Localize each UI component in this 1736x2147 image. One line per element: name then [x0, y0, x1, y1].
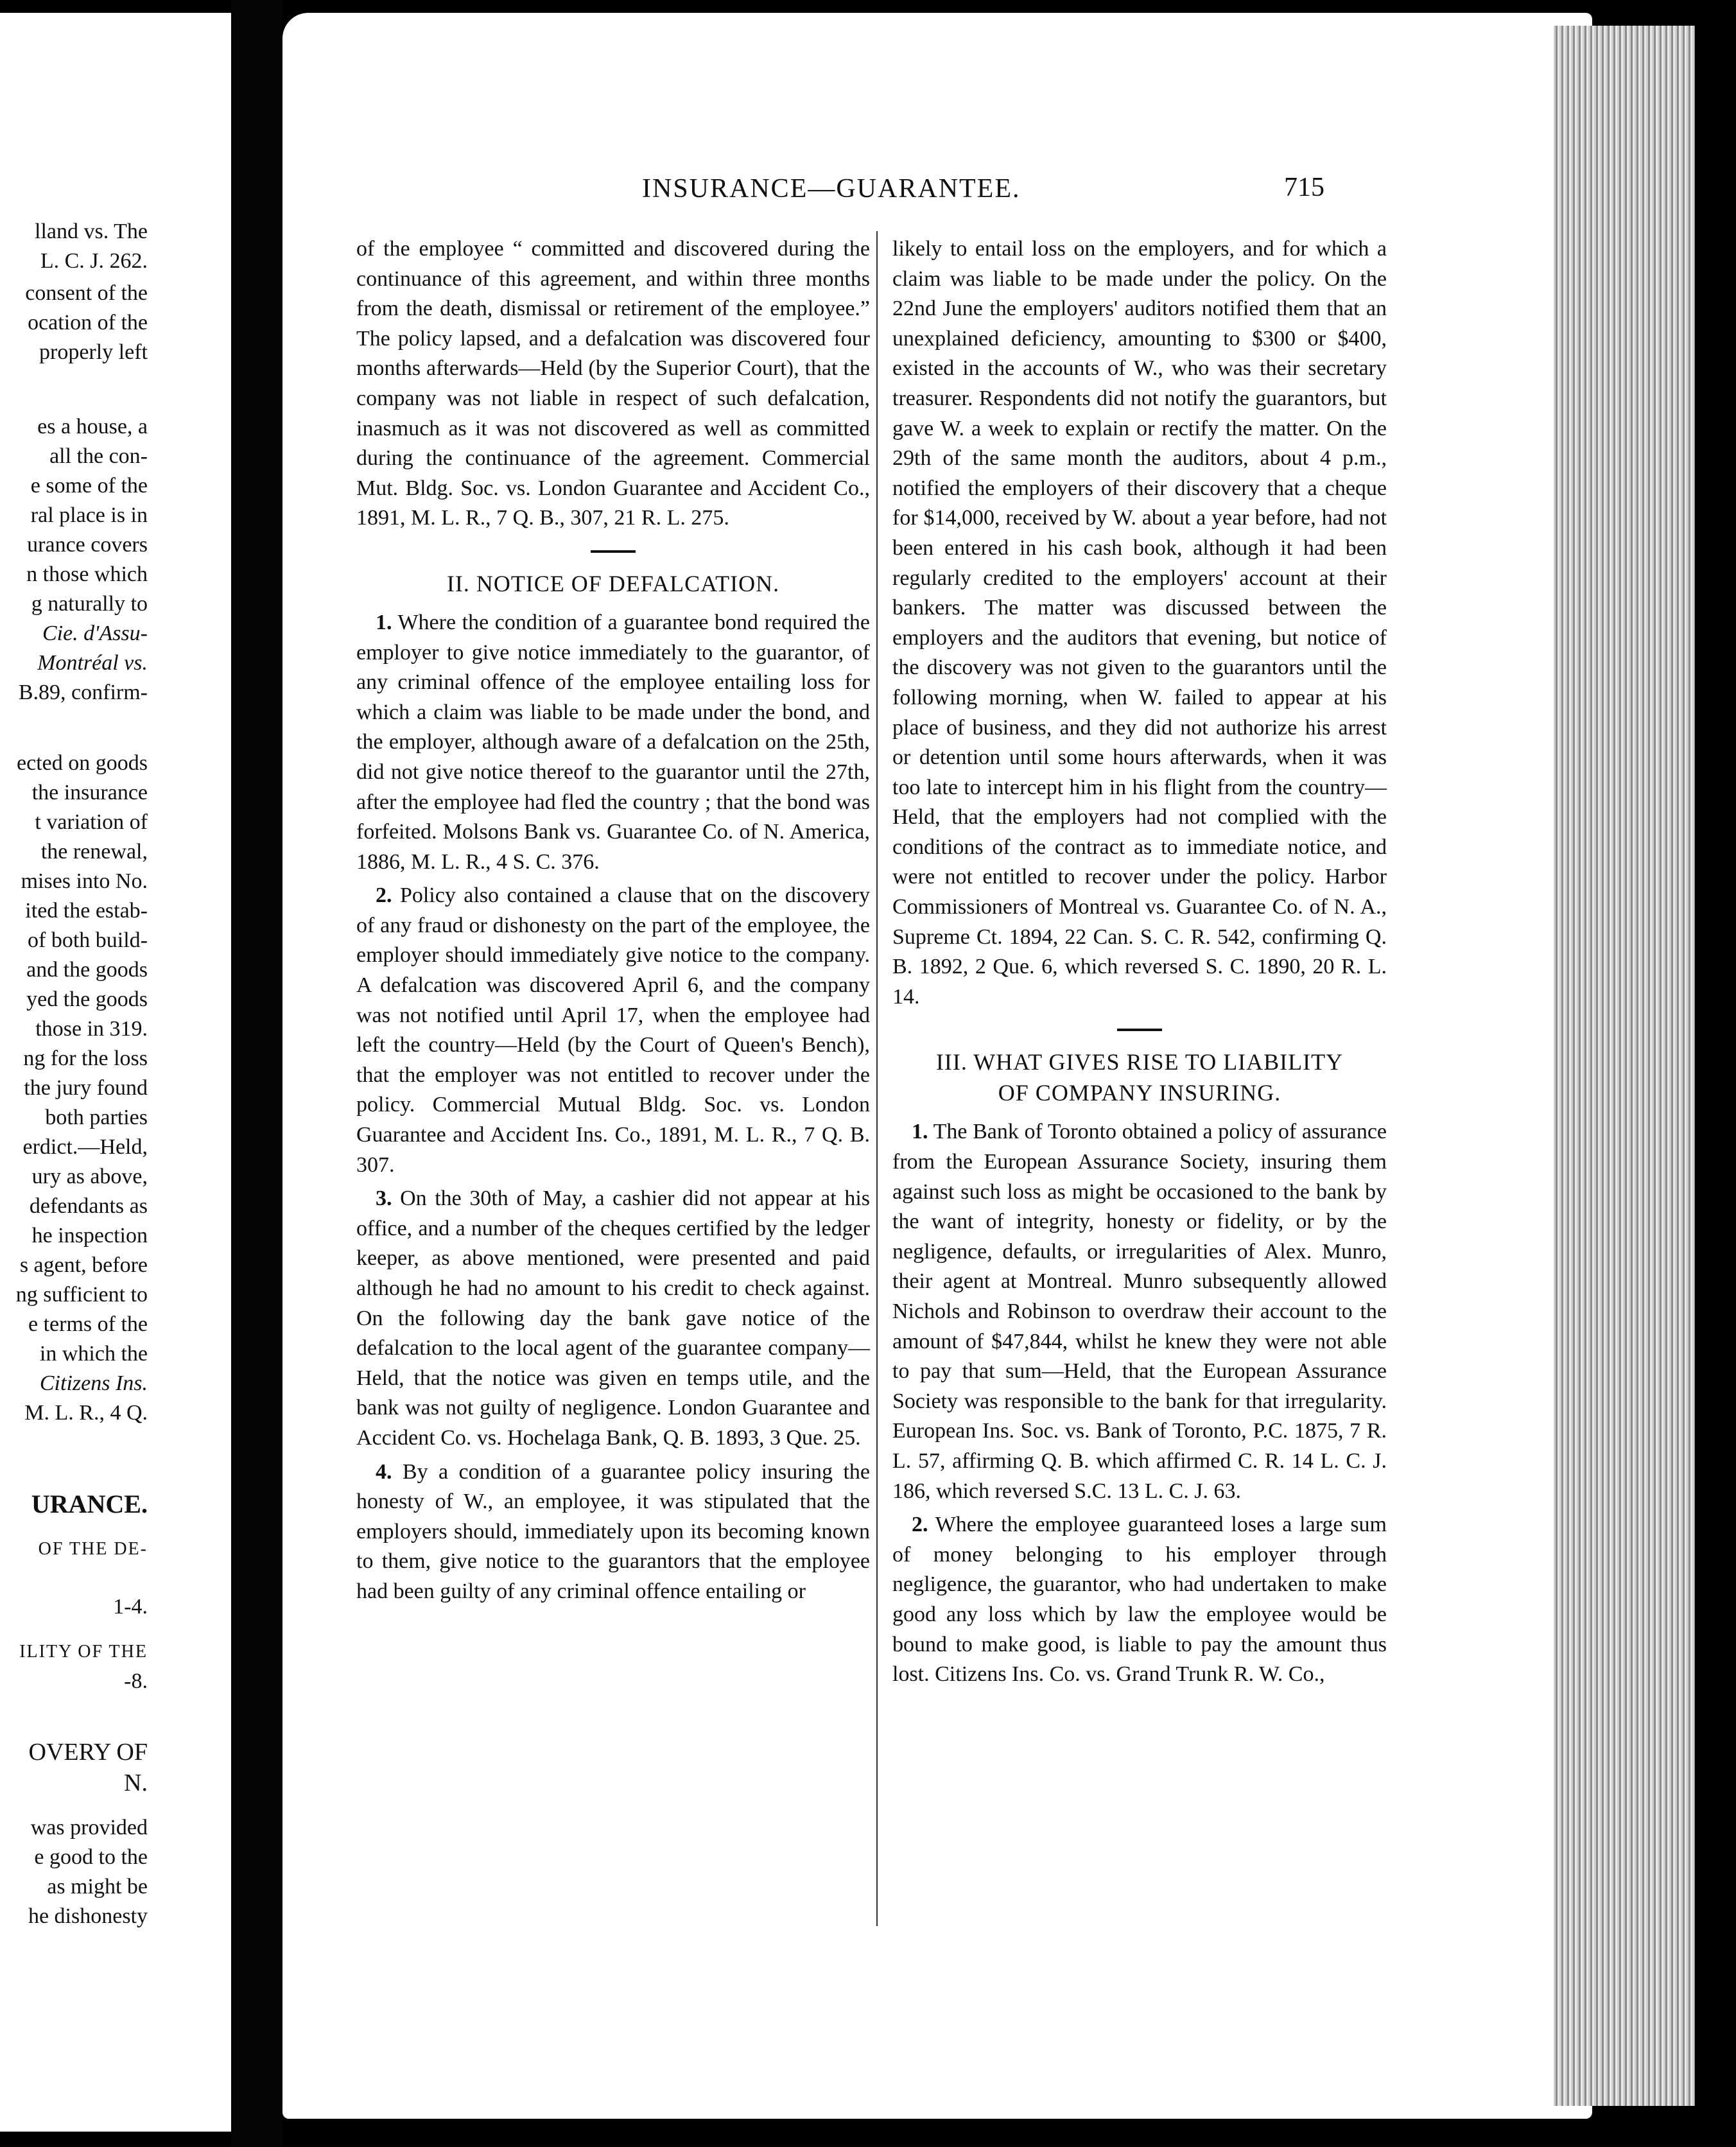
left-line: and the goods	[26, 958, 148, 982]
paragraph-number: 2.	[376, 883, 392, 908]
left-line: lland vs. The	[35, 220, 148, 243]
left-line: ected on goods	[17, 751, 148, 775]
left-line: he inspection	[31, 1224, 148, 1247]
paragraph-number: 2.	[912, 1513, 928, 1537]
paragraph	[892, 1510, 1387, 1690]
left-line: both parties	[45, 1106, 148, 1129]
left-line: urance covers	[27, 533, 148, 557]
running-title: INSURANCE—GUARANTEE.	[642, 174, 1021, 204]
page-number: 715	[1284, 173, 1324, 202]
paragraph-text: By a condition of a guarantee policy insuring the honesty of W., an employee, it was stipulated that the employers should, immediately upon its becoming known to them, give notice to the guarantors that the employee had been guilty of any criminal offence entailing or	[356, 1459, 870, 1603]
left-line: OF THE DE-	[38, 1539, 148, 1559]
left-line: -8.	[124, 1669, 148, 1693]
left-line: e terms of the	[28, 1312, 148, 1336]
paragraph	[356, 608, 870, 877]
left-line: s agent, before	[19, 1253, 148, 1277]
left-line: was provided	[30, 1816, 148, 1839]
left-line: L. C. J. 262.	[40, 249, 148, 273]
left-line: ng for the loss	[23, 1047, 148, 1070]
left-line: in which the	[39, 1342, 148, 1366]
left-line: e some of the	[30, 474, 148, 498]
left-line: t variation of	[35, 810, 148, 834]
left-line: ited the estab-	[25, 899, 148, 923]
book-gutter	[231, 0, 282, 2147]
paragraph-number: 1.	[376, 610, 392, 634]
left-line: consent of the	[25, 281, 148, 305]
paragraph-text: Where the employee guaranteed loses a large sum of money belonging to his employer through negligence, the guarantor, who had undertaken to make good any loss which by law the employee would be bound to make good, is liable to pay the amount thus lost. Citizens Ins. Co. vs. Grand Trunk R. W. Co.,	[892, 1513, 1387, 1687]
left-line: g naturally to	[31, 592, 148, 616]
section-heading-line: III. WHAT GIVES RISE TO LIABILITY	[935, 1049, 1344, 1075]
left-line: the renewal,	[40, 840, 148, 864]
left-line: defendants as	[29, 1194, 148, 1218]
paragraph	[892, 1117, 1387, 1506]
paragraph	[356, 1457, 870, 1607]
left-column	[356, 234, 870, 1607]
left-line: e good to the	[34, 1845, 148, 1869]
paragraph	[356, 1184, 870, 1453]
paragraph: of the employee “ committed and discovered during the continuance of this agreement, and within three months from the death, dismissal or retirement of the employee.” The policy lapsed, and a defalcation was discovered four months afterwards—Held (by the Superior Court), that the company was not liable in respect of such defalcation, inasmuch as it was not discovered as well as committed during the continuance of the agreement. Commercial Mut. Bldg. Soc. vs. London Guarantee and Accident Co., 1891, M. L. R., 7 Q. B., 307, 21 R. L. 275.	[356, 237, 870, 530]
section-heading-line: OF COMPANY INSURING.	[998, 1080, 1281, 1106]
left-line: the insurance	[31, 781, 148, 804]
left-line: ng sufficient to	[15, 1283, 148, 1307]
section-heading: II. NOTICE OF DEFALCATION.	[446, 570, 780, 596]
column-divider	[876, 231, 878, 1926]
left-line: M. L. R., 4 Q.	[24, 1401, 148, 1425]
paragraph-text: Policy also contained a clause that on the discovery of any fraud or dishonesty on the part of the employee, the employer should immediately give notice to the company. A defalcation was discovered April 6, and the company was not notified until April 17, when the employee had left the country—Held (by the Court of Queen's Bench), that the employer was not entitled to recover under the policy. Commercial Mutual Bldg. Soc. vs. London Guarantee and Accident Ins. Co., 1891, M. L. R., 7 Q. B. 307.	[356, 883, 870, 1177]
left-line: yed the goods	[26, 987, 148, 1011]
left-line: the jury found	[24, 1076, 148, 1100]
left-line: OVERY OF	[28, 1739, 148, 1766]
section-heading	[892, 1047, 1387, 1108]
left-line: ILITY OF THE	[19, 1642, 148, 1662]
left-line: ral place is in	[30, 503, 148, 527]
left-line: Citizens Ins.	[39, 1371, 148, 1395]
left-line: 1-4.	[113, 1595, 148, 1619]
left-line: Cie. d'Assu-	[42, 622, 148, 645]
section-rule	[1117, 1029, 1162, 1031]
page-edges	[1554, 26, 1695, 2106]
paragraph: likely to entail loss on the employers, and for which a claim was liable to be made under the policy. On the 22nd June the employers' auditors notified them that an unexplained deficiency, amounting to $300 or $400, existed in the accounts of W., who was their secretary treasurer. Respondents did not notify the guarantors, but gave W. a week to explain or rectify the matter. On the 29th of the same month the auditors, about 4 p.m., notified the employers of their discovery that a cheque for $14,000, received by W. about a year before, had not been entered in his cash book, although it had been regularly credited to the employers' account at their bankers. The matter was discussed between the employers and the auditors that evening, but notice of the discovery was not given to the guarantors until the following morning, when W. failed to appear at his place of business, and they did not authorize his arrest or detention until some hours afterwards, when it was too late to intercept him in his flight from the country—Held, that the employers had not complied with the conditions of the contract as to immediate notice, and were not entitled to recover under the policy. Harbor Commissioners of Montreal vs. Guarantee Co. of N. A., Supreme Ct. 1894, 22 Can. S. C. R. 542, confirming Q. B. 1892, 2 Que. 6, which reversed S. C. 1890, 20 R. L. 14.	[892, 237, 1387, 1009]
left-line: ury as above,	[31, 1165, 148, 1188]
left-line: Montréal vs.	[37, 651, 148, 675]
left-line: ocation of the	[28, 311, 148, 335]
section-rule	[591, 550, 636, 553]
paragraph	[356, 881, 870, 1180]
paragraph-number: 3.	[376, 1186, 392, 1211]
left-line: those in 319.	[35, 1017, 148, 1041]
left-line: all the con-	[49, 444, 148, 468]
left-line: B.89, confirm-	[18, 681, 148, 704]
left-line: he dishonesty	[28, 1904, 148, 1928]
left-line: n those which	[26, 562, 148, 586]
left-line: mises into No.	[21, 869, 148, 893]
paragraph-text: On the 30th of May, a cashier did not appear at his office, and a number of the cheques certified by the ledger keeper, as above mentioned, were presented and paid although he had no amount to his credit to check against. On the following day the bank gave notice of the defalcation to the local agent of the guarantee company—Held, that the notice was given en temps utile, and the bank was not guilty of negligence. London Guarantee and Accident Co. vs. Hochelaga Bank, Q. B. 1893, 3 Que. 25.	[356, 1186, 871, 1450]
left-line: properly left	[39, 340, 148, 364]
paragraph-text: The Bank of Toronto obtained a policy of assurance from the European Assurance Society, insuring them against such loss as might be occasioned to the bank by the want of integrity, honesty or fidelity, or by the negligence, defaults, or irregularities of Alex. Munro, their agent at Montreal. Munro subsequently allowed Nichols and Robinson to overdraw their account to the amount of $47,844, whilst he knew they were not able to pay that sum—Held, that the European Assurance Society was responsible to the bank for that irregularity. European Ins. Soc. vs. Bank of Toronto, P.C. 1875, 7 R. L. 57, affirming Q. B. which affirmed C. R. 14 L. C. J. 186, which reversed S.C. 13 L. C. J. 63.	[892, 1120, 1387, 1503]
left-line: N.	[124, 1769, 148, 1796]
left-line: erdict.—Held,	[22, 1135, 148, 1159]
paragraph-text: Where the condition of a guarantee bond required the employer to give notice immediately to the guarantor, of any criminal offence of the employee entailing loss for which a claim was liable to be made under the bond, and the employer, although aware of a defalcation on the 25th, did not give notice thereof to the guarantor until the 27th, after the employee had fled the country ; that the bond was forfeited. Molsons Bank vs. Guarantee Co. of N. America, 1886, M. L. R., 4 S. C. 376.	[356, 610, 870, 874]
left-line: of both build-	[28, 928, 148, 952]
left-line: es a house, a	[37, 415, 148, 439]
left-page-fragment	[0, 13, 231, 2132]
left-line: as might be	[47, 1875, 148, 1899]
right-column	[892, 234, 1387, 1690]
paragraph-number: 1.	[912, 1120, 928, 1144]
left-line: URANCE.	[31, 1490, 148, 1518]
paragraph-number: 4.	[376, 1459, 392, 1484]
